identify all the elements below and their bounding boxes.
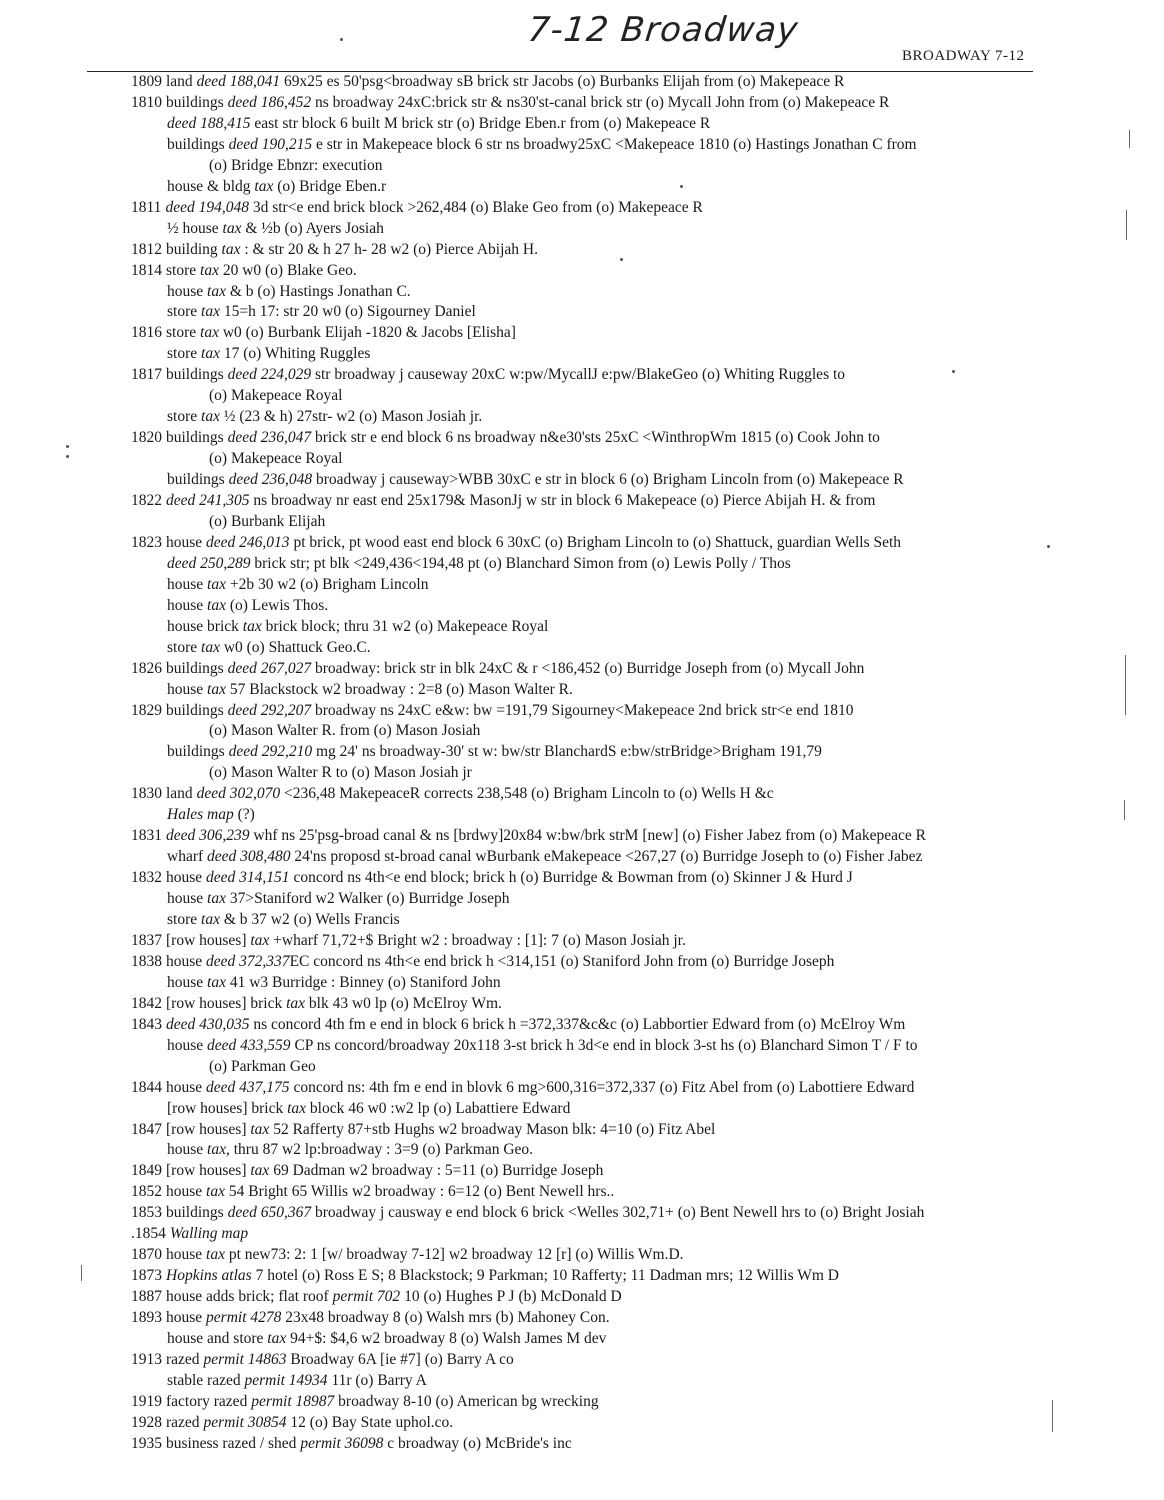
entry-text: business razed / shed (166, 1434, 301, 1452)
entry-text: & b (o) Hastings Jonathan C. (225, 282, 411, 300)
entry-text: house (167, 680, 208, 698)
entry-text: [row houses] (166, 1120, 251, 1138)
entry-text: 52 Rafferty 87+stb Hughs w2 broadway Mason blk: 4=10 (o) Fitz Abel (269, 1120, 716, 1138)
entry-source-ref: deed 302,070 (196, 785, 281, 803)
entry-text: (o) Parkman Geo (209, 1057, 316, 1075)
entry-year: 1822 (131, 492, 162, 509)
entry-line (167, 1371, 427, 1391)
entry-line (167, 282, 411, 302)
margin-mark (1129, 130, 1130, 148)
entry-source-ref: tax (250, 1120, 270, 1138)
entry-line (131, 1161, 603, 1181)
entry-text: stable razed (167, 1371, 245, 1389)
entry-line (131, 952, 834, 972)
entry-line (131, 491, 875, 511)
entry-source-ref: permit 14934 (244, 1371, 328, 1389)
entry-line (131, 365, 845, 385)
entry-source-ref: Hopkins atlas (166, 1267, 252, 1285)
scan-speck (66, 445, 69, 448)
margin-mark (1126, 210, 1127, 240)
entry-source-ref: permit 36098 (300, 1434, 384, 1452)
entry-source-ref: deed 236,048 (228, 471, 313, 489)
entry-text: house (167, 890, 208, 908)
entry-year: 1826 (131, 659, 162, 677)
entry-line (131, 1266, 839, 1286)
entry-year: 1919 (131, 1392, 162, 1410)
margin-mark (1125, 655, 1126, 715)
entry-text: 20 w0 (o) Blake Geo. (218, 261, 357, 279)
entry-text: [row houses] (166, 1162, 251, 1180)
entry-source-ref: tax (250, 1162, 270, 1180)
entry-text: house (166, 952, 207, 970)
entry-line (131, 240, 538, 260)
entry-text: ns concord 4th fm e end in block 6 brick h =372,337&c&c (o) Labbortier Edward from (o) McElroy Wm (249, 1015, 906, 1033)
entry-line (167, 344, 370, 364)
entry-line (131, 1078, 914, 1098)
entry-text: store (167, 303, 202, 321)
entry-line (131, 93, 889, 113)
entry-line (131, 868, 853, 888)
entry-text: str broadway j causeway 20xC w:pw/MycallJ e:pw/BlakeGeo (o) Whiting Ruggles to (311, 366, 846, 384)
entry-line (131, 1120, 715, 1140)
entry-line (167, 1329, 606, 1349)
entry-text: broadway j causeway>WBB 30xC e str in block 6 (o) Brigham Lincoln from (o) Makepeace R (312, 471, 904, 489)
entry-year: 1837 (131, 931, 162, 949)
entry-text: factory razed (166, 1392, 252, 1410)
entry-text: 11r (o) Barry A (327, 1371, 427, 1389)
entry-text: house (167, 973, 208, 991)
entry-source-ref: tax (267, 1330, 287, 1347)
entry-line (167, 135, 917, 155)
entry-source-ref: tax (254, 177, 274, 195)
entry-line (209, 512, 325, 532)
entry-line (131, 1203, 924, 1223)
entry-text: (o) Lewis Thos. (225, 596, 329, 614)
entry-line (167, 889, 510, 909)
entry-line (167, 219, 384, 239)
scan-speck (680, 185, 683, 188)
entry-line (131, 323, 516, 343)
entry-source-ref: deed 241,305 (166, 492, 250, 509)
entry-text: : & str 20 & h 27 h- 28 w2 (o) Pierce Abijah H. (240, 240, 538, 258)
entry-line (131, 533, 901, 553)
entry-text: +wharf 71,72+$ Bright w2 : broadway : [1]: 7 (o) Mason Josiah jr. (269, 931, 686, 949)
entry-year: 1838 (131, 952, 162, 970)
entry-text: store (167, 911, 202, 928)
entry-year: 1873 (131, 1267, 162, 1285)
entry-text: buildings (166, 93, 228, 111)
entry-text: 94+$: $4,6 w2 broadway 8 (o) Walsh James M dev (286, 1330, 607, 1347)
entry-text: concord ns 4th<e end block; brick h (o) Burridge & Bowman from (o) Skinner J & Hurd J (289, 869, 853, 887)
entry-text: broadway 8-10 (o) American bg wrecking (334, 1392, 599, 1410)
entry-source-ref: deed 267,027 (227, 659, 312, 677)
entry-text: house and store (167, 1330, 268, 1347)
entry-line (209, 763, 472, 783)
entry-text: 69x25 es 50'psg<broadway sB brick str Jacobs (o) Burbanks Elijah from (o) Makepeace R (280, 73, 845, 90)
entry-text: house (167, 1036, 208, 1054)
entry-line (167, 554, 791, 574)
entry-source-ref: tax (207, 973, 226, 991)
entry-text: house (167, 575, 208, 593)
entry-text: [row houses] (166, 931, 251, 949)
entry-text: , thru 87 w2 lp:broadway : 3=9 (o) Parkman Geo. (225, 1141, 534, 1159)
entry-source-ref: permit 30854 (203, 1413, 287, 1431)
entry-line (131, 1350, 514, 1370)
entry-source-ref: deed 186,452 (227, 93, 312, 111)
entry-source-ref: deed 250,289 (167, 554, 251, 572)
entry-line (167, 407, 482, 427)
entry-source-ref: tax (221, 240, 241, 258)
entry-year: 1820 (131, 429, 162, 447)
entry-text: east str block 6 built M brick str (o) Bridge Eben.r from (o) Makepeace R (250, 114, 711, 132)
entry-line (167, 805, 255, 825)
entry-text: 41 w3 Burridge : Binney (o) Staniford John (225, 973, 501, 991)
entry-text: store (167, 345, 202, 363)
entry-text: pt brick, pt wood east end block 6 30xC (o) Brigham Lincoln to (o) Shattuck, guardian Wells Seth (289, 533, 902, 551)
entry-year: 1810 (131, 93, 162, 111)
entry-source-ref: deed 292,207 (227, 701, 312, 719)
entry-line (131, 1245, 684, 1265)
entry-text: 54 Bright 65 Willis w2 broadway : 6=12 (o) Bent Newell hrs.. (224, 1183, 615, 1201)
entry-text: block 46 w0 :w2 lp (o) Labattiere Edward (306, 1099, 571, 1117)
entry-text: house (166, 869, 207, 887)
entry-line (167, 1099, 570, 1119)
entry-line (167, 1140, 533, 1160)
entry-text: (o) Mason Walter R to (o) Mason Josiah jr (209, 764, 472, 782)
entry-text: house & bldg (167, 177, 255, 195)
entry-text: house (166, 1078, 207, 1096)
entry-text: (o) Makepeace Royal (209, 450, 343, 468)
entry-source-ref: permit 14863 (203, 1350, 287, 1368)
entry-source-ref: tax (207, 890, 226, 908)
entry-source-ref: deed 650,367 (227, 1204, 312, 1222)
entry-text: house (166, 1183, 207, 1201)
entry-source-ref: deed 306,239 (166, 827, 250, 845)
entry-source-ref: tax (287, 1099, 307, 1117)
scan-speck (1047, 545, 1050, 548)
entry-text: buildings (166, 366, 228, 384)
entry-year: 1844 (131, 1078, 162, 1096)
entry-line (167, 114, 710, 134)
entry-text: buildings (167, 135, 229, 153)
entry-text: ns broadway nr east end 25x179& MasonJj w str in block 6 Makepeace (o) Pierce Abijah H. & from (249, 492, 876, 509)
entry-line (167, 1036, 918, 1056)
entry-source-ref: deed 430,035 (166, 1015, 250, 1033)
entry-line (131, 198, 703, 218)
entry-year: 1887 (131, 1288, 162, 1306)
entry-text: store (167, 408, 202, 426)
entry-text: broadway: brick str in blk 24xC & r <186,452 (o) Burridge Joseph from (o) Mycall John (311, 659, 865, 677)
entry-text: pt new73: 2: 1 [w/ broadway 7-12] w2 broadway 12 [r] (o) Willis Wm.D. (224, 1246, 684, 1264)
entry-text: Broadway 6A [ie #7] (o) Barry A co (286, 1350, 514, 1368)
entry-text: house (166, 533, 207, 551)
entry-source-ref: permit 4278 (206, 1309, 282, 1327)
entry-source-ref: tax (201, 408, 220, 426)
entry-text: & b 37 w2 (o) Wells Francis (219, 911, 400, 928)
entry-text: brick block; thru 31 w2 (o) Makepeace Royal (261, 617, 549, 635)
scan-speck (340, 38, 343, 41)
entry-source-ref: Hales map (167, 806, 234, 824)
entry-year: 1913 (131, 1350, 162, 1368)
entry-text: mg 24' ns broadway-30' st w: bw/str BlanchardS e:bw/strBridge>Brigham 191,79 (312, 743, 822, 761)
entry-source-ref: deed 188,415 (167, 114, 251, 132)
entry-source-ref: deed 308,480 (207, 848, 291, 866)
entry-year: 1831 (131, 827, 162, 845)
entry-text: house brick (167, 617, 243, 635)
entry-text: 69 Dadman w2 broadway : 5=11 (o) Burridge Joseph (269, 1162, 604, 1180)
margin-mark (1052, 1400, 1053, 1432)
entry-line (167, 680, 573, 700)
entry-source-ref: tax (207, 680, 226, 698)
entry-text: (o) Bridge Eben.r (273, 177, 387, 195)
entry-text: c broadway (o) McBride's inc (383, 1434, 572, 1452)
entry-text: house (166, 1309, 207, 1327)
handwritten-title: 7-12 Broadway (525, 10, 801, 50)
entry-year: 1830 (131, 785, 162, 803)
entry-text: w0 (o) Shattuck Geo.C. (219, 638, 371, 656)
entry-line (167, 470, 904, 490)
entry-year: 1812 (131, 240, 162, 258)
entry-source-ref: deed 224,029 (227, 366, 312, 384)
entry-text: (o) Mason Walter R. from (o) Mason Josiah (209, 722, 481, 740)
entry-text: (o) Makepeace Royal (209, 387, 343, 405)
entry-year: 1893 (131, 1309, 162, 1327)
entry-source-ref: tax (200, 324, 219, 342)
entry-line (167, 847, 922, 867)
entry-year: 1928 (131, 1413, 162, 1431)
entry-year: 1832 (131, 869, 162, 887)
entry-text: (?) (233, 806, 255, 824)
entry-text: broadway ns 24xC e&w: bw =191,79 Sigourney<Makepeace 2nd brick str<e end 1810 (311, 701, 854, 719)
entry-text: store (167, 638, 202, 656)
entry-source-ref: deed 188,041 (196, 73, 281, 90)
entry-line (167, 638, 371, 658)
entry-line (167, 575, 428, 595)
entry-text: & ½b (o) Ayers Josiah (241, 219, 384, 237)
entry-line (209, 386, 342, 406)
entry-text: buildings (166, 701, 228, 719)
entry-year: 1853 (131, 1204, 162, 1222)
entry-text: w0 (o) Burbank Elijah -1820 & Jacobs [Elisha] (218, 324, 516, 342)
entry-source-ref: tax (206, 1183, 225, 1201)
entry-line (131, 261, 357, 281)
entry-line (209, 156, 382, 176)
entry-line (167, 617, 548, 637)
entry-text: 23x48 broadway 8 (o) Walsh mrs (b) Mahoney Con. (281, 1309, 610, 1327)
entry-year: 1842 (131, 994, 162, 1012)
entry-source-ref: tax (207, 596, 226, 614)
entry-line (167, 742, 822, 762)
entry-year: 1843 (131, 1015, 162, 1033)
entry-text: EC concord ns 4th<e end brick h <314,151 (o) Staniford John from (o) Burridge Joseph (289, 952, 835, 970)
entry-line (131, 701, 853, 721)
entry-line (167, 177, 386, 197)
entry-year: 1817 (131, 366, 162, 384)
entry-line (131, 1413, 453, 1433)
scan-speck (620, 258, 623, 261)
entry-line (131, 1392, 599, 1412)
entry-text: [row houses] brick (166, 994, 287, 1012)
entry-line (209, 1057, 316, 1077)
scan-speck (952, 370, 955, 373)
entry-source-ref: tax (200, 261, 219, 279)
entry-year: 1852 (131, 1183, 162, 1201)
entry-line (209, 721, 480, 741)
entry-source-ref: tax (201, 638, 220, 656)
entry-source-ref: deed 194,048 (165, 198, 249, 216)
entry-text: blk 43 w0 lp (o) McElroy Wm. (305, 994, 502, 1012)
entry-text: 17 (o) Whiting Ruggles (219, 345, 371, 363)
entry-year: 1814 (131, 261, 162, 279)
entry-year: 1823 (131, 533, 162, 551)
entry-line (167, 910, 400, 930)
entry-source-ref: deed 292,210 (228, 743, 313, 761)
entry-text: [row houses] brick (167, 1099, 288, 1117)
entry-text: concord ns: 4th fm e end in blovk 6 mg>600,316=372,337 (o) Fitz Abel from (o) Labottiere Edward (289, 1078, 915, 1096)
entry-source-ref: Walling map (169, 1225, 249, 1243)
entry-source-ref: tax (207, 1141, 226, 1159)
entry-source-ref: deed 433,559 (207, 1036, 291, 1054)
entry-line (131, 826, 926, 846)
entry-line (131, 1015, 905, 1035)
margin-mark (81, 1265, 82, 1281)
entry-line (209, 449, 342, 469)
entry-text: (o) Burbank Elijah (209, 512, 326, 530)
entry-text: buildings (167, 471, 229, 489)
entry-year: 1870 (131, 1246, 162, 1264)
entry-source-ref: deed 246,013 (206, 533, 290, 551)
entry-text: buildings (166, 659, 228, 677)
entry-text: store (166, 261, 201, 279)
entry-text: land (166, 785, 197, 803)
entry-line (167, 302, 476, 322)
entry-text: store (166, 324, 201, 342)
entry-line (131, 1182, 614, 1202)
entry-text: brick str; pt blk <249,436<194,48 pt (o) Blanchard Simon from (o) Lewis Polly / Thos (250, 554, 791, 572)
entry-line (167, 973, 501, 993)
entry-source-ref: tax (222, 219, 242, 237)
entry-text: CP ns concord/broadway 20x118 3-st brick h 3d<e end in block 3-st hs (o) Blanchard Simon T / F to (290, 1036, 918, 1054)
entry-text: <236,48 MakepeaceR corrects 238,548 (o) Brigham Lincoln to (o) Wells H &c (280, 785, 774, 803)
entry-source-ref: deed 372,337 (206, 952, 290, 970)
entry-source-ref: deed 437,175 (206, 1078, 290, 1096)
running-head: BROADWAY 7-12 (902, 48, 1025, 64)
entry-line (131, 1287, 622, 1307)
entry-text: ns broadway 24xC:brick str & ns30'st-canal brick str (o) Mycall John from (o) Makepeace R (311, 93, 890, 111)
entry-text: 12 (o) Bay State uphol.co. (286, 1413, 454, 1431)
entry-text: house (166, 1246, 207, 1264)
entry-year: 1811 (131, 198, 162, 216)
entry-source-ref: tax (207, 575, 226, 593)
entry-year: 1849 (131, 1162, 162, 1180)
entry-source-ref: tax (207, 282, 226, 300)
entry-text: wharf (167, 848, 208, 866)
entry-line (131, 1434, 572, 1454)
entry-line (131, 659, 864, 679)
entry-text: building (166, 240, 222, 258)
margin-mark (1124, 800, 1125, 820)
entry-text: buildings (166, 1204, 228, 1222)
entry-line (131, 931, 686, 951)
entry-text: e str in Makepeace block 6 str ns broadwy25xC <Makepeace 1810 (o) Hastings Jonathan C from (312, 135, 917, 153)
entry-source-ref: tax (286, 994, 306, 1012)
entry-source-ref: tax (242, 617, 262, 635)
entry-text: house (167, 282, 208, 300)
entry-text: ½ house (167, 219, 223, 237)
entry-text: broadway j causway e end block 6 brick <Welles 302,71+ (o) Bent Newell hrs to (o) Bright Josiah (311, 1204, 925, 1222)
entry-text: +2b 30 w2 (o) Brigham Lincoln (225, 575, 429, 593)
entry-text: 57 Blackstock w2 broadway : 2=8 (o) Mason Walter R. (225, 680, 573, 698)
entry-text: house (167, 596, 208, 614)
entry-source-ref: tax (201, 303, 220, 321)
entry-line (131, 784, 774, 804)
entry-text: 7 hotel (o) Ross E S; 8 Blackstock; 9 Parkman; 10 Rafferty; 11 Dadman mrs; 12 Willis Wm D (251, 1267, 839, 1285)
entry-text: house (167, 1141, 208, 1159)
entry-source-ref: tax (206, 1246, 225, 1264)
entry-text: brick str e end block 6 ns broadway n&e30'sts 25xC <WinthropWm 1815 (o) Cook John to (311, 429, 880, 447)
entry-text: 10 (o) Hughes P J (b) McDonald D (400, 1288, 622, 1306)
entry-text: 37>Staniford w2 Walker (o) Burridge Joseph (225, 890, 510, 908)
entry-year: 1847 (131, 1120, 162, 1138)
entry-source-ref: deed 314,151 (206, 869, 290, 887)
entry-source-ref: tax (250, 931, 270, 949)
entry-line (131, 72, 844, 92)
entry-text: 15=h 17: str 20 w0 (o) Sigourney Daniel (219, 303, 476, 321)
entry-text: razed (166, 1413, 204, 1431)
entry-source-ref: tax (201, 911, 220, 928)
entry-text: buildings (167, 743, 229, 761)
entry-text: 3d str<e end brick block >262,484 (o) Blake Geo from (o) Makepeace R (248, 198, 703, 216)
entry-line (131, 428, 880, 448)
scan-speck (66, 455, 69, 458)
entry-source-ref: permit 18987 (251, 1392, 335, 1410)
entry-year: 1816 (131, 324, 162, 342)
entry-year: 1809 (131, 73, 162, 90)
entry-year: 1935 (131, 1434, 162, 1452)
entry-text: 24'ns proposd st-broad canal wBurbank eMakepeace <267,27 (o) Burridge Joseph to (o) Fisher Jabez (290, 848, 923, 866)
entry-text: razed (166, 1350, 204, 1368)
entry-text: house adds brick; flat roof (166, 1288, 333, 1306)
entry-line (131, 994, 502, 1014)
entry-line (131, 1224, 248, 1244)
entry-text: land (166, 73, 197, 90)
entry-line (131, 1308, 610, 1328)
entry-source-ref: permit 702 (332, 1288, 401, 1306)
entry-line (167, 596, 328, 616)
entry-source-ref: deed 236,047 (227, 429, 312, 447)
entry-text: (o) Bridge Ebnzr: execution (209, 156, 383, 174)
entry-source-ref: deed 190,215 (228, 135, 313, 153)
entry-text: whf ns 25'psg-broad canal & ns [brdwy]20x84 w:bw/brk strM [new] (o) Fisher Jabez from (o) Makepeace R (249, 827, 926, 845)
entry-year: .1854 (131, 1225, 166, 1243)
entry-text: buildings (166, 429, 228, 447)
entry-text: ½ (23 & h) 27str- w2 (o) Mason Josiah jr. (219, 408, 483, 426)
entry-source-ref: tax (201, 345, 220, 363)
entry-year: 1829 (131, 701, 162, 719)
